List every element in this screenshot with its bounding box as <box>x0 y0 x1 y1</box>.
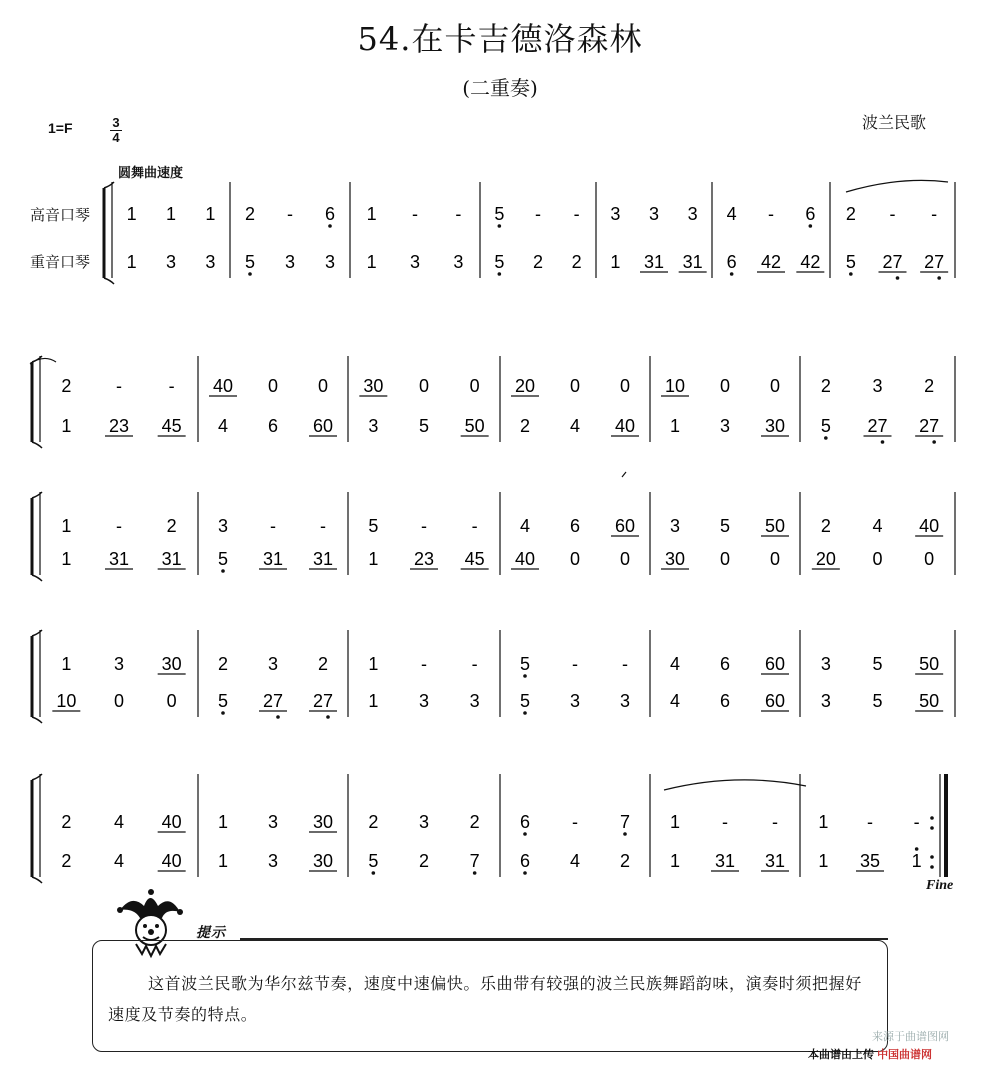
note: - <box>116 376 122 396</box>
note: 1 <box>217 812 229 832</box>
footer-note <box>808 1046 932 1062</box>
octave-dot-below <box>473 871 477 875</box>
note: 50 <box>764 516 786 536</box>
note: 3 <box>165 252 177 272</box>
note: 1 <box>669 851 681 871</box>
note: 31 <box>682 252 703 272</box>
note: 2 <box>217 654 229 674</box>
note: 2 <box>368 812 379 832</box>
octave-dot-below <box>809 224 813 228</box>
note: 30 <box>363 376 384 396</box>
note: 27 <box>262 691 284 711</box>
note: 40 <box>212 376 234 396</box>
note: 1 <box>165 204 177 224</box>
note: 2 <box>924 376 935 396</box>
note: - <box>768 204 774 224</box>
note: 2 <box>820 376 831 396</box>
note: 2 <box>61 812 72 832</box>
note: 3 <box>267 654 279 674</box>
note: - <box>573 204 580 224</box>
note: 4 <box>217 416 229 436</box>
note: 31 <box>108 549 130 569</box>
note: 1 <box>126 204 137 224</box>
note: 1 <box>205 204 216 224</box>
note: - <box>471 654 478 674</box>
note: - <box>535 204 541 224</box>
note: 6 <box>726 252 737 272</box>
note: 0 <box>469 376 480 396</box>
note: - <box>572 812 578 832</box>
note: 1 <box>911 851 922 871</box>
scan-mark <box>622 472 626 477</box>
note: 27 <box>882 252 903 272</box>
note: 2 <box>469 812 480 832</box>
note: 1 <box>610 252 621 272</box>
note: 1 <box>61 654 72 674</box>
note: 2 <box>418 851 430 871</box>
note: 60 <box>764 654 786 674</box>
note: 2 <box>820 516 831 536</box>
repeat-dot <box>930 816 934 820</box>
octave-dot-below <box>326 715 330 719</box>
note: 1 <box>368 654 379 674</box>
octave-dot-below <box>824 436 828 440</box>
tie-curve <box>664 780 806 790</box>
note: - <box>913 812 920 832</box>
note: 3 <box>267 851 279 871</box>
note: 0 <box>113 691 125 711</box>
note: 3 <box>409 252 421 272</box>
note: - <box>320 516 326 536</box>
note: - <box>471 516 478 536</box>
note: 31 <box>262 549 284 569</box>
note: 40 <box>161 812 182 832</box>
note: 6 <box>519 851 531 871</box>
note: 5 <box>820 416 831 436</box>
octave-dot-below <box>881 440 885 444</box>
note: 1 <box>818 812 829 832</box>
note: 6 <box>569 516 581 536</box>
note: - <box>931 204 938 224</box>
octave-dot-below <box>498 272 502 276</box>
footer-note-text: 本曲谱由上传 <box>808 1049 874 1061</box>
note: 4 <box>519 516 531 536</box>
note: 5 <box>217 691 229 711</box>
note: 10 <box>664 376 686 396</box>
note: - <box>116 516 122 536</box>
note: 4 <box>113 812 125 832</box>
note: 2 <box>619 851 631 871</box>
note: 45 <box>464 549 485 569</box>
octave-dot-below <box>523 674 527 678</box>
note: 3 <box>205 252 216 272</box>
note: 7 <box>619 812 631 832</box>
note: 3 <box>469 691 480 711</box>
note: 3 <box>820 691 831 711</box>
instrument-label-lower: 重音口琴 <box>30 254 91 271</box>
octave-dot-below <box>221 569 225 573</box>
note: 60 <box>764 691 786 711</box>
note: 5 <box>217 549 229 569</box>
note: 31 <box>714 851 736 871</box>
note: 5 <box>519 691 531 711</box>
note: 5 <box>368 516 379 536</box>
note: - <box>455 204 462 224</box>
note: 40 <box>919 516 940 536</box>
note: 27 <box>867 416 888 436</box>
octave-dot-below <box>523 871 527 875</box>
note: 0 <box>719 376 731 396</box>
octave-dot-below <box>849 272 853 276</box>
repeat-dot <box>930 826 934 830</box>
note: 3 <box>619 691 631 711</box>
note: 50 <box>464 416 485 436</box>
note: 27 <box>312 691 334 711</box>
note: 5 <box>418 416 430 436</box>
note: 31 <box>161 549 182 569</box>
octave-dot-below <box>523 711 527 715</box>
repeat-dot <box>930 865 934 869</box>
note: 6 <box>805 204 816 224</box>
note: 1 <box>368 691 379 711</box>
note: 0 <box>872 549 883 569</box>
tie-curve <box>846 180 948 192</box>
note: 3 <box>324 252 336 272</box>
note: 5 <box>494 252 505 272</box>
note: 3 <box>820 654 831 674</box>
octave-dot-below <box>932 440 936 444</box>
note: 50 <box>919 691 940 711</box>
note: 0 <box>619 376 631 396</box>
note: 40 <box>161 851 182 871</box>
note: 0 <box>317 376 329 396</box>
note: 5 <box>872 654 883 674</box>
note: 1 <box>366 252 377 272</box>
note: 3 <box>368 416 379 436</box>
note: 60 <box>312 416 334 436</box>
note: 3 <box>687 204 698 224</box>
note: - <box>421 654 427 674</box>
note: 60 <box>614 516 636 536</box>
tie-curve <box>30 358 56 364</box>
note: 3 <box>418 812 430 832</box>
song-title: 54.在卡吉德洛森林 <box>357 20 643 58</box>
octave-dot-below <box>623 832 627 836</box>
note: 5 <box>872 691 883 711</box>
note: 3 <box>418 691 430 711</box>
note: 1 <box>126 252 137 272</box>
watermark-text: 来源于曲谱图网 <box>872 1031 949 1043</box>
footer-brand: 中国曲谱网 <box>877 1049 933 1061</box>
octave-dot-below <box>498 224 502 228</box>
note: 3 <box>872 376 883 396</box>
note: 30 <box>161 654 182 674</box>
note: 0 <box>267 376 279 396</box>
octave-dot-below <box>221 711 225 715</box>
octave-dot-above <box>915 847 919 851</box>
note: 0 <box>166 691 177 711</box>
note: 3 <box>719 416 731 436</box>
note: 5 <box>519 654 531 674</box>
note: 6 <box>519 812 531 832</box>
note: 27 <box>924 252 945 272</box>
note: 2 <box>317 654 329 674</box>
note: 3 <box>267 812 279 832</box>
note: 2 <box>166 516 177 536</box>
note: 2 <box>532 252 544 272</box>
note: 1 <box>61 416 72 436</box>
note: 1 <box>61 549 72 569</box>
tip-label: 提示 <box>196 925 226 941</box>
note: 1 <box>217 851 229 871</box>
note: - <box>287 204 293 224</box>
note: - <box>622 654 628 674</box>
note: 4 <box>669 691 681 711</box>
time-signature-top: 3 <box>112 115 120 130</box>
note: 3 <box>610 204 621 224</box>
note: 4 <box>113 851 125 871</box>
note: 0 <box>569 376 581 396</box>
note: 4 <box>872 516 883 536</box>
note: - <box>772 812 778 832</box>
note: 0 <box>924 549 935 569</box>
note: 20 <box>815 549 836 569</box>
note: 3 <box>453 252 464 272</box>
note: - <box>270 516 276 536</box>
note: 2 <box>244 204 256 224</box>
octave-dot-below <box>937 276 941 280</box>
note: 10 <box>56 691 77 711</box>
note: 31 <box>643 252 665 272</box>
note: 7 <box>469 851 480 871</box>
note: 2 <box>519 416 531 436</box>
note: 23 <box>108 416 130 436</box>
note: 3 <box>648 204 660 224</box>
note: 30 <box>312 812 334 832</box>
note: 20 <box>514 376 536 396</box>
note: 42 <box>800 252 821 272</box>
note: 5 <box>719 516 731 536</box>
note: 6 <box>267 416 279 436</box>
note: 0 <box>719 549 731 569</box>
note: - <box>889 204 896 224</box>
note: 40 <box>614 416 636 436</box>
note: 45 <box>161 416 182 436</box>
tempo-marking: 圆舞曲速度 <box>118 165 184 180</box>
note: 3 <box>217 516 229 536</box>
song-subtitle: (二重奏) <box>462 76 538 100</box>
note: 3 <box>113 654 125 674</box>
note: 1 <box>366 204 377 224</box>
note: 4 <box>726 204 737 224</box>
note: 3 <box>569 691 581 711</box>
note: 4 <box>669 654 681 674</box>
note: - <box>421 516 427 536</box>
note: 5 <box>494 204 505 224</box>
note: 1 <box>669 812 681 832</box>
note: 1 <box>669 416 681 436</box>
note: 1 <box>818 851 829 871</box>
note: 6 <box>719 691 731 711</box>
note: 23 <box>413 549 435 569</box>
note: 40 <box>514 549 536 569</box>
note: 2 <box>61 851 72 871</box>
note: 0 <box>769 376 781 396</box>
octave-dot-below <box>730 272 734 276</box>
note: 0 <box>619 549 631 569</box>
note: 6 <box>719 654 731 674</box>
octave-dot-below <box>523 832 527 836</box>
octave-dot-below <box>276 715 280 719</box>
note: 30 <box>312 851 334 871</box>
repeat-dot <box>930 855 934 859</box>
note: 30 <box>764 416 786 436</box>
note: 5 <box>368 851 379 871</box>
time-signature-bottom: 4 <box>112 130 120 145</box>
note: 27 <box>919 416 940 436</box>
note: 5 <box>845 252 856 272</box>
note: 4 <box>569 851 581 871</box>
octave-dot-below <box>328 224 332 228</box>
composer-credit: 波兰民歌 <box>862 115 927 132</box>
note: 3 <box>284 252 296 272</box>
note: 3 <box>669 516 681 536</box>
instrument-label-upper: 高音口琴 <box>30 207 91 224</box>
fine-mark: Fine <box>926 878 954 893</box>
note: 1 <box>368 549 379 569</box>
note: 5 <box>244 252 256 272</box>
octave-dot-below <box>896 276 900 280</box>
tip-text: 这首波兰民歌为华尔兹节奏，速度中速偏快。乐曲带有较强的波兰民族舞蹈韵味，演奏时须把握好速度及节奏的特点。 <box>108 974 862 1024</box>
note: 0 <box>418 376 430 396</box>
octave-dot-below <box>372 871 376 875</box>
note: 2 <box>845 204 856 224</box>
key-signature: 1=F <box>48 120 73 136</box>
note: 42 <box>760 252 782 272</box>
note: 35 <box>859 851 881 871</box>
note: - <box>168 376 175 396</box>
note: 6 <box>324 204 336 224</box>
note: 30 <box>664 549 686 569</box>
note: 0 <box>569 549 581 569</box>
note: 31 <box>312 549 334 569</box>
note: 1 <box>61 516 72 536</box>
note: - <box>572 654 578 674</box>
note: - <box>412 204 418 224</box>
note: 31 <box>764 851 786 871</box>
note: 50 <box>919 654 940 674</box>
note: - <box>867 812 873 832</box>
note: 0 <box>769 549 781 569</box>
octave-dot-below <box>248 272 252 276</box>
note: 2 <box>571 252 582 272</box>
note: 2 <box>61 376 72 396</box>
note: 4 <box>569 416 581 436</box>
note: - <box>722 812 728 832</box>
